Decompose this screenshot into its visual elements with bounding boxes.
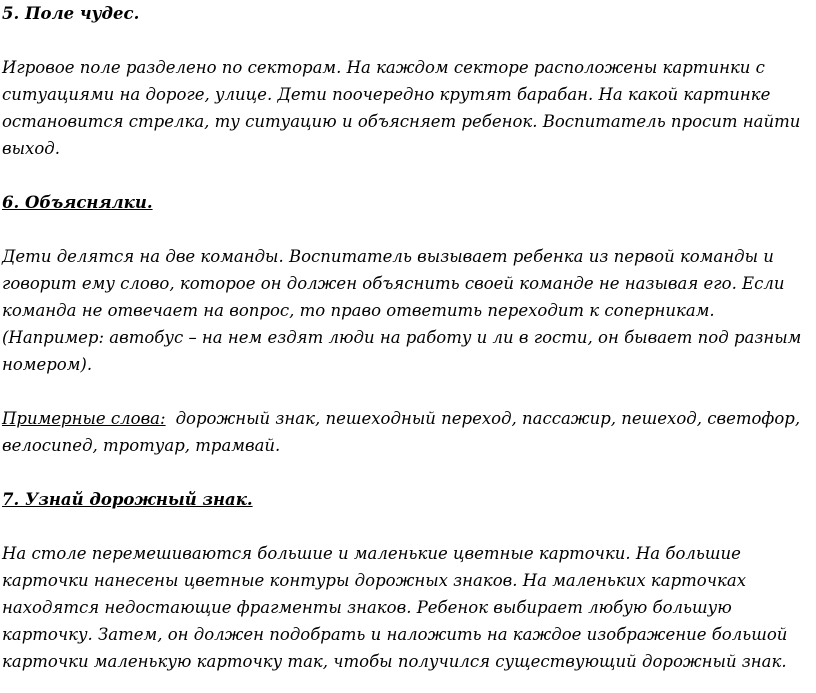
paragraph-line: номером). bbox=[2, 355, 93, 374]
paragraph-line: Дети делятся на две команды. Воспитатель вызывает ребенка из первой команды и bbox=[2, 247, 774, 266]
paragraph-line: ситуациями на дороге, улице. Дети поочередно крутят барабан. На какой картинке bbox=[2, 85, 771, 104]
section-6-paragraph bbox=[2, 243, 814, 378]
spacer bbox=[2, 459, 814, 486]
document-page bbox=[2, 0, 814, 675]
examples-line bbox=[2, 405, 814, 432]
paragraph-line: Игровое поле разделено по секторам. На каждом секторе расположены картинки с bbox=[2, 58, 765, 77]
paragraph-line: остановится стрелка, ту ситуацию и объясняет ребенок. Воспитатель просит найти bbox=[2, 112, 801, 131]
paragraph-line: На столе перемешиваются большие и маленькие цветные карточки. На большие bbox=[2, 544, 741, 563]
examples-line: велосипед, тротуар, трамвай. bbox=[2, 436, 281, 455]
section-7-title: 7. Узнай дорожный знак. bbox=[2, 490, 253, 509]
paragraph-line: говорит ему слово, которое он должен объяснить своей команде не называя его. Если bbox=[2, 274, 785, 293]
spacer bbox=[2, 216, 814, 243]
paragraph-line: карточки маленькую карточку так, чтобы получился существующий дорожный знак. bbox=[2, 652, 787, 671]
section-5-title: 5. Поле чудес. bbox=[2, 4, 140, 23]
spacer bbox=[2, 513, 814, 540]
paragraph-line: (Например: автобус – на нем ездят люди на работу и ли в гости, он бывает под разным bbox=[2, 328, 802, 347]
section-6-examples bbox=[2, 405, 814, 459]
paragraph-line: карточку. Затем, он должен подобрать и наложить на каждое изображение большой bbox=[2, 625, 788, 644]
spacer bbox=[2, 27, 814, 54]
section-5-paragraph bbox=[2, 54, 814, 162]
examples-label: Примерные слова: bbox=[2, 409, 166, 428]
section-6-title: 6. Объяснялки. bbox=[2, 193, 153, 212]
paragraph-line: команда не отвечает на вопрос, то право ответить переходит к соперникам. bbox=[2, 301, 715, 320]
spacer bbox=[2, 162, 814, 189]
section-7-paragraph bbox=[2, 540, 814, 675]
spacer bbox=[2, 378, 814, 405]
paragraph-line: выход. bbox=[2, 139, 60, 158]
examples-words: дорожный знак, пешеходный переход, пассажир, пешеход, светофор, bbox=[175, 409, 801, 428]
paragraph-line: карточки нанесены цветные контуры дорожных знаков. На маленьких карточках bbox=[2, 571, 746, 590]
paragraph-line: находятся недостающие фрагменты знаков. Ребенок выбирает любую большую bbox=[2, 598, 732, 617]
